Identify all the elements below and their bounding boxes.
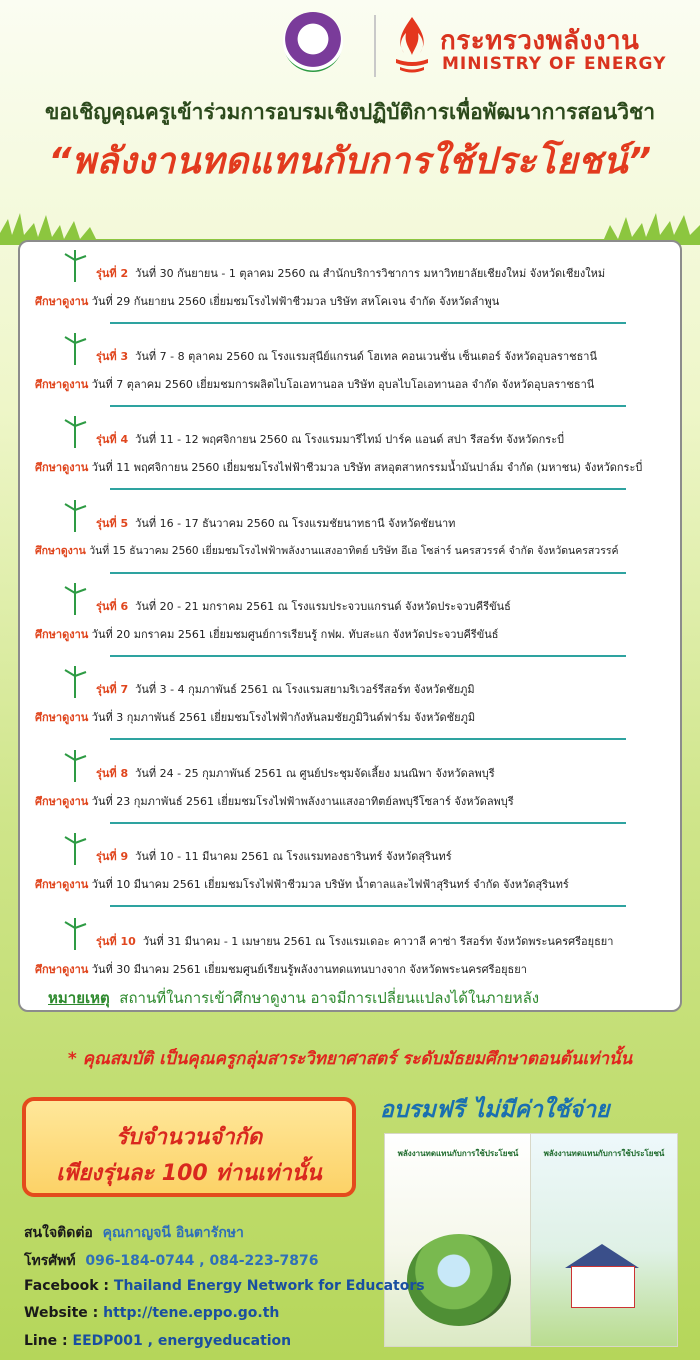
study-visit-detail: วันที่ 30 มีนาคม 2561 เยี่ยมชมศูนย์เรียนรู้พลังงานทดแทนบางจาก จังหวัดพระนครศรีอยุธยา — [91, 963, 527, 976]
study-visit-label: ศึกษาดูงาน — [35, 711, 89, 724]
university-logo-icon — [283, 12, 343, 72]
limited-seats-box — [22, 1097, 356, 1197]
session-detail-line — [96, 514, 455, 532]
session-round: รุ่นที่ 6 — [96, 600, 129, 613]
study-visit-detail: วันที่ 23 กุมภาพันธ์ 2561 เยี่ยมชมโรงไฟฟ้าพลังงานแสงอาทิตย์ลพบุรีโซลาร์ จังหวัดลพบุรี — [91, 795, 514, 808]
book-cover-2 — [530, 1133, 678, 1347]
session-detail: วันที่ 3 - 4 กุมภาพันธ์ 2561 ณ โรงแรมสยามริเวอร์รีสอร์ท จังหวัดชัยภูมิ — [135, 683, 475, 696]
session-separator — [110, 655, 626, 657]
session-separator — [110, 405, 626, 407]
session-detail: วันที่ 20 - 21 มกราคม 2561 ณ โรงแรมประจวบแกรนด์ จังหวัดประจวบคีรีขันธ์ — [135, 600, 511, 613]
session-round: รุ่นที่ 2 — [96, 267, 129, 280]
study-visit-label: ศึกษาดูงาน — [35, 878, 89, 891]
session-detail: วันที่ 24 - 25 กุมภาพันธ์ 2561 ณ ศูนย์ประชุมจัดเลี้ยง มนณิพา จังหวัดลพบุรี — [135, 767, 495, 780]
wind-turbine-icon — [62, 833, 88, 865]
session-round: รุ่นที่ 7 — [96, 683, 129, 696]
study-visit-label: ศึกษาดูงาน — [35, 963, 89, 976]
session-separator — [110, 322, 626, 324]
session-round: รุ่นที่ 3 — [96, 350, 129, 363]
session-detail: วันที่ 30 กันยายน - 1 ตุลาคม 2560 ณ สำนักบริการวิชาการ มหาวิทยาลัยเชียงใหม่ จังหวัดเชียงใหม่ — [135, 267, 606, 280]
study-visit-line — [35, 458, 642, 476]
study-visit-label: ศึกษาดูงาน — [35, 545, 86, 557]
session-detail-line — [96, 932, 613, 950]
study-visit-label: ศึกษาดูงาน — [35, 795, 89, 808]
study-visit-line — [35, 875, 569, 893]
page-title: “พลังงานทดแทนกับการใช้ประโยชน์” — [48, 141, 652, 182]
contact-website-line — [24, 1305, 279, 1321]
session-detail-line — [96, 264, 605, 282]
note-label: หมายเหตุ — [48, 989, 110, 1007]
session-round: รุ่นที่ 9 — [96, 850, 129, 863]
limited-seats-line1: รับจำนวนจำกัด — [115, 1125, 263, 1150]
book-cover-1 — [384, 1133, 532, 1347]
contact-phone-label: โทรศัพท์ — [24, 1253, 76, 1269]
session-detail-line — [96, 847, 452, 865]
note-text: สถานที่ในการเข้าศึกษาดูงาน อาจมีการเปลี่ยนแปลงได้ในภายหลัง — [119, 989, 540, 1007]
study-visit-line — [35, 375, 594, 393]
ministry-flame-logo-icon — [392, 15, 432, 77]
contact-facebook[interactable]: Thailand Energy Network for Educators — [113, 1278, 425, 1294]
study-visit-label: ศึกษาดูงาน — [35, 461, 89, 474]
wind-turbine-icon — [62, 666, 88, 698]
contact-phone: 096-184-0744 , 084-223-7876 — [85, 1253, 319, 1269]
wind-turbine-icon — [62, 333, 88, 365]
session-round: รุ่นที่ 4 — [96, 433, 129, 446]
session-detail-line — [96, 347, 597, 365]
session-detail-line — [96, 597, 511, 615]
contact-person-line — [24, 1222, 244, 1244]
study-visit-line — [35, 708, 475, 726]
house-illustration-icon — [571, 1266, 635, 1308]
contact-website-link[interactable]: http://tene.eppo.go.th — [103, 1305, 280, 1321]
session-separator — [110, 738, 626, 740]
solar-roof-icon — [565, 1244, 639, 1268]
study-visit-label: ศึกษาดูงาน — [35, 628, 89, 641]
free-training-text: อบรมฟรี ไม่มีค่าใช้จ่าย — [380, 1097, 610, 1123]
study-visit-detail: วันที่ 11 พฤศจิกายน 2560 เยี่ยมชมโรงไฟฟ้าชีวมวล บริษัท สหอุตสาหกรรมน้ำมันปาล์ม จำกัด (มหาชน) จังหวัดกระบี่ — [91, 461, 643, 474]
session-detail: วันที่ 11 - 12 พฤศจิกายน 2560 ณ โรงแรมมารีไทม์ ปาร์ค แอนด์ สปา รีสอร์ท จังหวัดกระบี่ — [135, 433, 565, 446]
session-separator — [110, 905, 626, 907]
contact-line-line — [24, 1333, 291, 1349]
session-detail: วันที่ 7 - 8 ตุลาคม 2560 ณ โรงแรมสุนีย์แกรนด์ โฮเทล คอนเวนชั่น เซ็นเตอร์ จังหวัดอุบลราชธานี — [135, 350, 597, 363]
contact-person-name: คุณกาญจนี อินตารักษา — [102, 1225, 244, 1241]
study-visit-detail: วันที่ 15 ธันวาคม 2560 เยี่ยมชมโรงไฟฟ้าพลังงานแสงอาทิตย์ บริษัท อีเอ โซล่าร์ นครสวรรค์ จำกัด จังหวัดนครสวรรค์ — [89, 545, 619, 557]
session-separator — [110, 822, 626, 824]
wind-turbine-icon — [62, 918, 88, 950]
limited-seats-line2: เพียงรุ่นละ 100 ท่านเท่านั้น — [56, 1161, 322, 1186]
study-visit-detail: วันที่ 20 มกราคม 2561 เยี่ยมชมศูนย์การเรียนรู้ กฟผ. ทับสะแก จังหวัดประจวบคีรีขันธ์ — [91, 628, 499, 641]
study-visit-detail: วันที่ 3 กุมภาพันธ์ 2561 เยี่ยมชมโรงไฟฟ้ากังหันลมชัยภูมิวินด์ฟาร์ม จังหวัดชัยภูมิ — [91, 711, 476, 724]
contact-line-label: Line : — [24, 1333, 68, 1349]
note-line — [48, 986, 539, 1010]
session-detail: วันที่ 10 - 11 มีนาคม 2561 ณ โรงแรมทองธารินทร์ จังหวัดสุรินทร์ — [135, 850, 452, 863]
session-round: รุ่นที่ 8 — [96, 767, 129, 780]
session-detail-line — [96, 430, 564, 448]
wind-turbine-icon — [62, 250, 88, 282]
wind-turbine-icon — [62, 416, 88, 448]
contact-website-label: Website : — [24, 1305, 99, 1321]
study-visit-label: ศึกษาดูงาน — [35, 295, 89, 308]
contact-facebook-label: Facebook : — [24, 1278, 110, 1294]
wind-turbine-icon — [62, 583, 88, 615]
session-separator — [110, 572, 626, 574]
session-detail-line — [96, 764, 495, 782]
study-visit-line — [35, 292, 499, 310]
session-separator — [110, 488, 626, 490]
session-round: รุ่นที่ 10 — [96, 935, 136, 948]
contact-person-label: สนใจติดต่อ — [24, 1225, 93, 1241]
qualification-text: * คุณสมบัติ เป็นคุณครูกลุ่มสาระวิทยาศาสตร์ ระดับมัธยมศึกษาตอนต้นเท่านั้น — [67, 1049, 633, 1069]
study-visit-line — [35, 625, 498, 643]
grass-decoration-icon — [0, 205, 700, 245]
session-round: รุ่นที่ 5 — [96, 517, 129, 530]
session-detail: วันที่ 16 - 17 ธันวาคม 2560 ณ โรงแรมชัยนาทธานี จังหวัดชัยนาท — [135, 517, 456, 530]
ministry-name-thai: กระทรวงพลังงาน — [440, 26, 640, 56]
study-visit-detail: วันที่ 29 กันยายน 2560 เยี่ยมชมโรงไฟฟ้าชีวมวล บริษัท สหโคเจน จำกัด จังหวัดลำพูน — [91, 295, 500, 308]
contact-facebook-line — [24, 1278, 425, 1294]
study-visit-detail: วันที่ 7 ตุลาคม 2560 เยี่ยมชมการผลิตไบโอเอทานอล บริษัท อุบลไบโอเอทานอล จำกัด จังหวัดอุบลราชธานี — [91, 378, 595, 391]
study-visit-detail: วันที่ 10 มีนาคม 2561 เยี่ยมชมโรงไฟฟ้าชีวมวล บริษัท น้ำตาลและไฟฟ้าสุรินทร์ จำกัด จังหวัดสุรินทร์ — [91, 878, 569, 891]
logo-divider — [374, 15, 376, 77]
sessions-panel — [18, 240, 682, 1012]
study-visit-line — [35, 960, 527, 978]
invitation-text: ขอเชิญคุณครูเข้าร่วมการอบรมเชิงปฏิบัติการเพื่อพัฒนาการสอนวิชา — [44, 100, 656, 124]
session-detail: วันที่ 31 มีนาคม - 1 เมษายน 2561 ณ โรงแรมเดอะ คาวาลี คาซ่า รีสอร์ท จังหวัดพระนครศรีอยุธยา — [142, 935, 614, 948]
study-visit-label: ศึกษาดูงาน — [35, 378, 89, 391]
session-detail-line — [96, 680, 475, 698]
wind-turbine-icon — [62, 500, 88, 532]
book-title: พลังงานทดแทนกับการใช้ประโยชน์ — [543, 1149, 665, 1158]
header — [0, 0, 700, 230]
contact-line-id[interactable]: EEDP001 , energyeducation — [72, 1333, 292, 1349]
study-visit-line — [35, 542, 619, 559]
wind-turbine-icon — [62, 750, 88, 782]
book-title: พลังงานทดแทนกับการใช้ประโยชน์ — [397, 1149, 519, 1158]
ministry-name-english: MINISTRY OF ENERGY — [442, 54, 667, 74]
contact-phone-line — [24, 1250, 319, 1272]
study-visit-line — [35, 792, 514, 810]
